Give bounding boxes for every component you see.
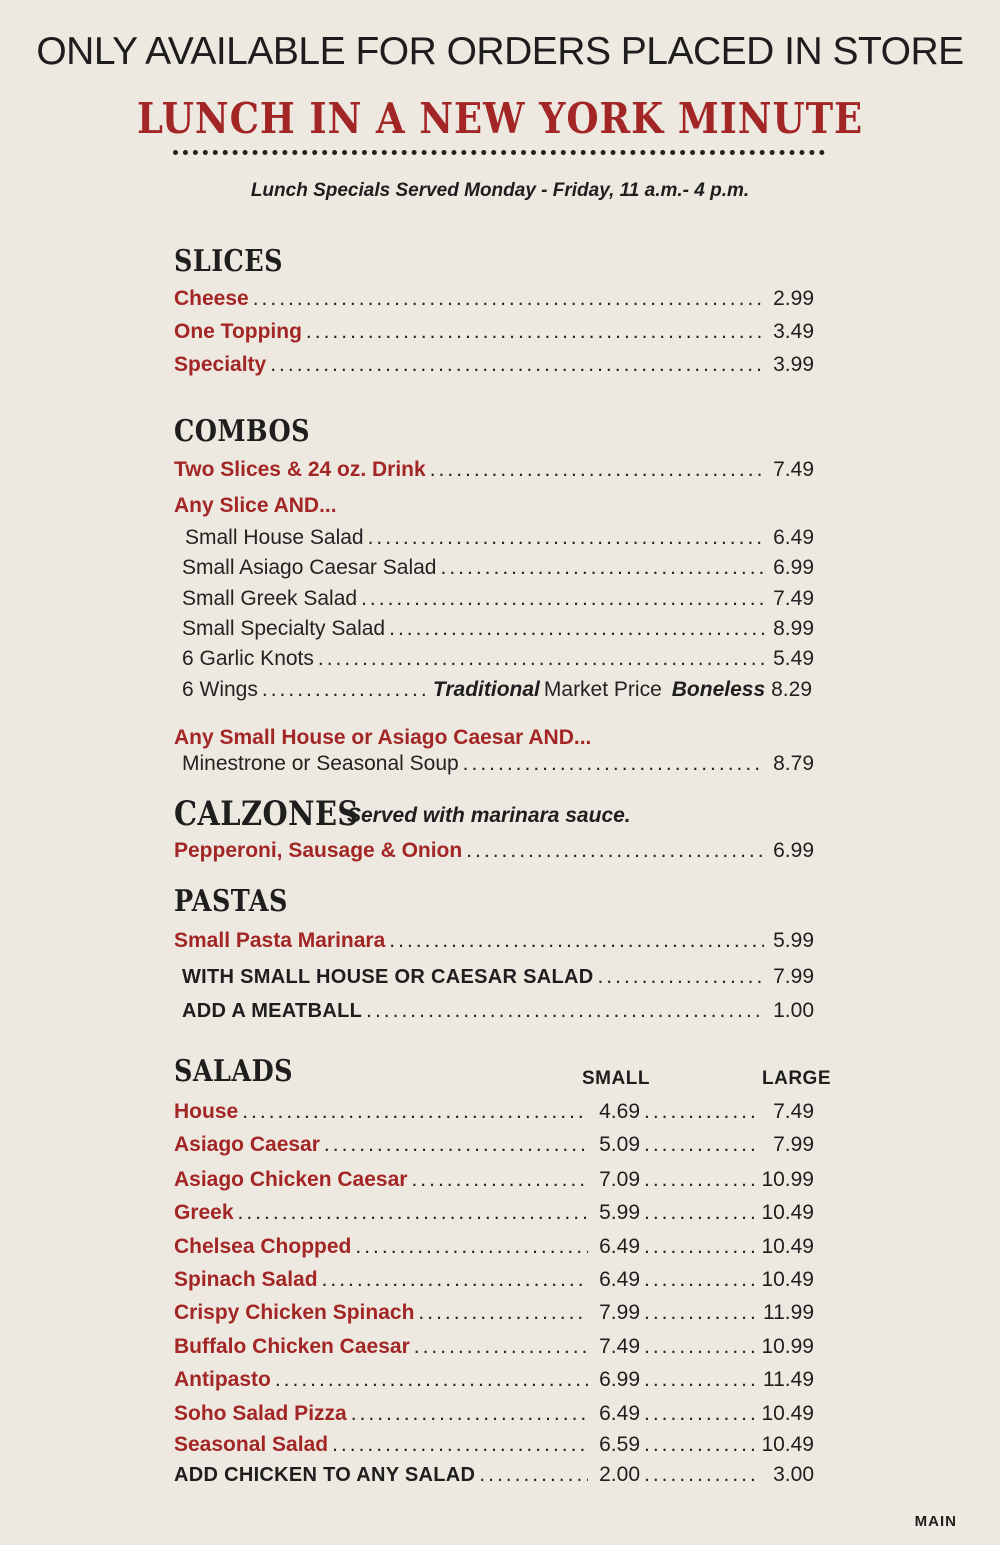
salad-item [174,1267,814,1293]
dotted-divider [173,150,825,155]
large-price: 3.00 [773,1463,814,1486]
traditional-price: Market Price [543,678,662,701]
section-title-combos: COMBOS [174,414,310,449]
large-price: 7.99 [773,1133,814,1156]
item-name: ADD CHICKEN TO ANY SALAD [174,1464,476,1486]
menu-item [174,352,814,378]
dot-leader [253,286,764,312]
dot-leader [644,1200,754,1226]
item-name: Pepperoni, Sausage & Onion [174,839,463,862]
menu-item [185,525,814,551]
small-price: 6.49 [599,1268,640,1291]
menu-item [182,616,814,642]
item-name: ADD A MEATBALL [182,1000,363,1022]
large-price: 10.49 [761,1433,814,1456]
menu-item [182,751,814,777]
item-name: Small Pasta Marinara [174,929,386,952]
small-price: 5.99 [599,1201,640,1224]
item-name: Small Greek Salad [182,587,358,610]
item-price: 7.49 [773,587,814,610]
dot-leader [644,1132,754,1158]
dot-leader [361,586,764,612]
section-title-calzones: CALZONES [174,794,359,834]
dot-leader [318,646,764,672]
menu-item [174,457,814,483]
item-name: Spinach Salad [174,1268,318,1291]
menu-item [182,646,814,672]
item-name: Cheese [174,287,249,310]
dot-leader [411,1167,588,1193]
dot-leader [270,352,764,378]
small-price: 7.49 [599,1335,640,1358]
dot-leader [366,998,764,1024]
menu-item [182,555,814,581]
small-column-header: SMALL [582,1068,650,1089]
dot-leader [351,1401,588,1427]
item-name: House [174,1100,239,1123]
dot-leader [242,1099,588,1125]
small-price: 6.49 [599,1235,640,1258]
menu-item-wings [182,677,812,703]
dot-leader [262,677,429,703]
large-price: 10.49 [761,1268,814,1291]
section-title-slices: SLICES [174,244,283,279]
any-salad-heading: Any Small House or Asiago Caesar AND... [174,726,592,749]
item-price: 3.99 [773,353,814,376]
small-price: 6.49 [599,1402,640,1425]
item-price: 6.99 [773,556,814,579]
item-price: 8.79 [773,752,814,775]
salad-item [174,1132,814,1158]
section-title-salads: SALADS [174,1054,293,1089]
dot-leader [324,1132,588,1158]
item-price: 6.99 [773,839,814,862]
dot-leader [418,1300,588,1326]
dot-leader [644,1334,754,1360]
item-price: 5.49 [773,647,814,670]
dot-leader [275,1367,588,1393]
item-name: Asiago Caesar [174,1133,320,1156]
dot-leader [644,1401,754,1427]
large-price: 11.99 [763,1301,814,1324]
item-name: Minestrone or Seasonal Soup [182,752,459,775]
item-name: Soho Salad Pizza [174,1402,347,1425]
dot-leader [644,1234,754,1260]
dot-leader [597,964,764,990]
dot-leader [644,1167,754,1193]
salad-item [174,1300,814,1326]
dot-leader [644,1432,754,1458]
dot-leader [430,457,764,483]
item-name: Buffalo Chicken Caesar [174,1335,410,1358]
large-price: 10.99 [761,1335,814,1358]
item-name: Chelsea Chopped [174,1235,352,1258]
dot-leader [466,838,764,864]
salad-item [174,1234,814,1260]
small-price: 7.09 [599,1168,640,1191]
small-price: 5.09 [599,1133,640,1156]
large-price: 10.49 [761,1201,814,1224]
menu-item [174,928,814,954]
section-title-pastas: PASTAS [174,884,288,919]
calzones-note: Served with marinara sauce. [347,804,631,827]
salad-addon [174,1462,814,1488]
item-name: 6 Wings [182,678,258,701]
item-name: WITH SMALL HOUSE OR CAESAR SALAD [182,966,594,988]
dot-leader [644,1300,754,1326]
item-price: 1.00 [773,999,814,1022]
dot-leader [306,319,764,345]
page-tag: MAIN [914,1513,957,1530]
item-name: Two Slices & 24 oz. Drink [174,458,426,481]
lunch-hours: Lunch Specials Served Monday - Friday, 11 a.m.- 4 p.m. [250,180,750,201]
menu-title: LUNCH IN A NEW YORK MINUTE [136,94,864,143]
dot-leader [440,555,764,581]
large-price: 7.49 [773,1100,814,1123]
dot-leader [355,1234,588,1260]
dot-leader [322,1267,588,1293]
item-name: Specialty [174,353,267,376]
item-name: 6 Garlic Knots [182,647,314,670]
item-name: Crispy Chicken Spinach [174,1301,415,1324]
dot-leader [644,1367,754,1393]
salad-item [174,1432,814,1458]
menu-item [174,286,814,312]
dot-leader [389,616,764,642]
item-name: Seasonal Salad [174,1433,329,1456]
large-price: 11.49 [763,1368,814,1391]
item-name: Small Specialty Salad [182,617,386,640]
large-price: 10.99 [761,1168,814,1191]
salad-item [174,1367,814,1393]
dot-leader [644,1099,754,1125]
salad-item [174,1099,814,1125]
in-store-notice: ONLY AVAILABLE FOR ORDERS PLACED IN STORE [36,30,964,73]
item-name: Antipasto [174,1368,271,1391]
item-price: 3.49 [773,320,814,343]
salad-item [174,1401,814,1427]
dot-leader [368,525,764,551]
traditional-label: Traditional [432,678,540,701]
item-name: Small Asiago Caesar Salad [182,556,437,579]
salad-item [174,1200,814,1226]
salad-item [174,1334,814,1360]
item-price: 8.99 [773,617,814,640]
dot-leader [414,1334,588,1360]
item-name: Small House Salad [185,526,364,549]
dot-leader [644,1462,754,1488]
dot-leader [332,1432,588,1458]
small-price: 6.99 [599,1368,640,1391]
small-price: 7.99 [599,1301,640,1324]
small-price: 2.00 [599,1463,640,1486]
menu-item [182,586,814,612]
large-price: 10.49 [761,1402,814,1425]
large-column-header: LARGE [762,1068,831,1089]
item-price: 7.49 [773,458,814,481]
salad-item [174,1167,814,1193]
dot-leader [479,1462,588,1488]
item-price: 7.99 [773,965,814,988]
item-name: One Topping [174,320,302,343]
dot-leader [463,751,764,777]
item-price: 6.49 [773,526,814,549]
menu-item-addon [182,964,814,990]
small-price: 6.59 [599,1433,640,1456]
menu-item-addon [182,998,814,1024]
dot-leader [238,1200,588,1226]
menu-item [174,838,814,864]
boneless-price: 8.29 [771,678,812,701]
boneless-label: Boneless [671,678,766,701]
dot-leader [644,1267,754,1293]
menu-item [174,319,814,345]
item-price: 2.99 [773,287,814,310]
dot-leader [389,928,764,954]
large-price: 10.49 [761,1235,814,1258]
small-price: 4.69 [599,1100,640,1123]
item-price: 5.99 [773,929,814,952]
any-slice-heading: Any Slice AND... [174,494,337,517]
item-name: Greek [174,1201,234,1224]
item-name: Asiago Chicken Caesar [174,1168,408,1191]
